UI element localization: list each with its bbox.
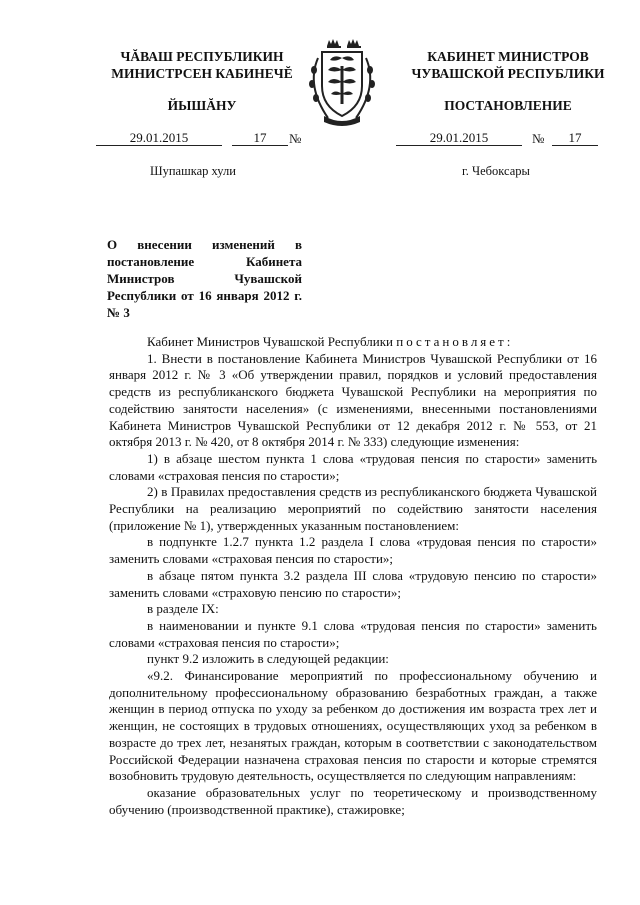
body-paragraph: пункт 9.2 изложить в следующей редакции: (147, 651, 389, 667)
body-paragraph: в абзаце пятом пункта 3.2 раздела III слова «трудовую пенсию по старости» заменить словами «страховую пенсию по старости»; (109, 567, 597, 600)
right-number-sign: № (532, 131, 545, 146)
body-paragraph: «9.2. Финансирование мероприятий по профессиональному обучению и дополнительному профессиональному образованию безработных граждан, а также женщин в период отпуска по уходу за ребенком до достижения им возраста трех лет и женщин, не состоящих в трудовых отношениях, осуществляющих уход за ребенком в возрасте до трех лет, незанятых граждан, которым в соответствии с законодательством Российской Федерации назначена страховая пенсия по старости и которые стремятся возобновить трудовую деятельность, осуществляется по следующим направлениям: (109, 668, 597, 784)
header-left (92, 48, 312, 82)
right-number: 17 (552, 130, 598, 146)
place-right: г. Чебоксары (462, 164, 530, 178)
body-paragraph: 1) в абзаце шестом пункта 1 слова «трудовая пенсия по старости» заменить словами «страховая пенсия по старости»; (109, 450, 597, 483)
body-paragraph: в наименовании и пункте 9.1 слова «трудовая пенсия по старости» заменить словами «страховая пенсия по старости»; (109, 617, 597, 650)
body-paragraph: в разделе IX: (147, 601, 219, 617)
header-right (392, 48, 624, 82)
intro-lead: Кабинет Министров Чувашской Республики (147, 334, 393, 349)
left-date: 29.01.2015 (96, 130, 222, 146)
body-paragraph: 1. Внести в постановление Кабинета Министров Чувашской Республики от 16 января 2012 г. № 3 «Об утверждении правил, порядков и условий предоставления средств из республиканского бюджета Чувашской Республики на мероприятия по содействию занятости населения» (с изменениями, внесенными постановлениями Кабинета Министров Чувашской Республики от 12 декабря 2012 г. № 553, от 21 октября 2013 г. № 420, от 8 октября 2014 г. № 333) следующие изменения: (109, 350, 597, 450)
header-right-line2: ЧУВАШСКОЙ РЕСПУБЛИКИ (411, 66, 605, 81)
place-left: Шупашкар хули (150, 164, 236, 178)
coat-of-arms-icon (298, 36, 386, 128)
left-number-sign: № (289, 131, 302, 146)
body-paragraph: в подпункте 1.2.7 пункта 1.2 раздела I слова «трудовая пенсия по старости» заменить словами «страховая пенсия по старости»; (109, 534, 597, 567)
right-date: 29.01.2015 (396, 130, 522, 146)
header-left-doc-type: ЙЫШĂНУ (167, 98, 237, 113)
header-left-line2: МИНИСТРСЕН КАБИНЕЧĔ (111, 66, 293, 81)
header-right-line1: КАБИНЕТ МИНИСТРОВ (427, 49, 589, 64)
body-paragraph: оказание образовательных услуг по теоретическому и производственному обучению (производственной практике), стажировке; (109, 784, 597, 817)
body-paragraph: 2) в Правилах предоставления средств из республиканского бюджета Чувашской Республики на реализацию мероприятий по содействию занятости населения (приложение № 1), утвержденных указанным постановлением: (109, 484, 597, 533)
intro-paragraph (109, 334, 597, 351)
intro-verb: постановляет: (396, 334, 514, 349)
header-right-doc-type: ПОСТАНОВЛЕНИЕ (444, 98, 572, 113)
document-subject: О внесении изменений в постановление Кабинета Министров Чувашской Республики от 16 января 2012 г. № 3 (107, 237, 302, 320)
header-left-line1: ЧĂВАШ РЕСПУБЛИКИН (120, 49, 284, 64)
left-number: 17 (232, 130, 288, 146)
document-body (109, 334, 597, 818)
